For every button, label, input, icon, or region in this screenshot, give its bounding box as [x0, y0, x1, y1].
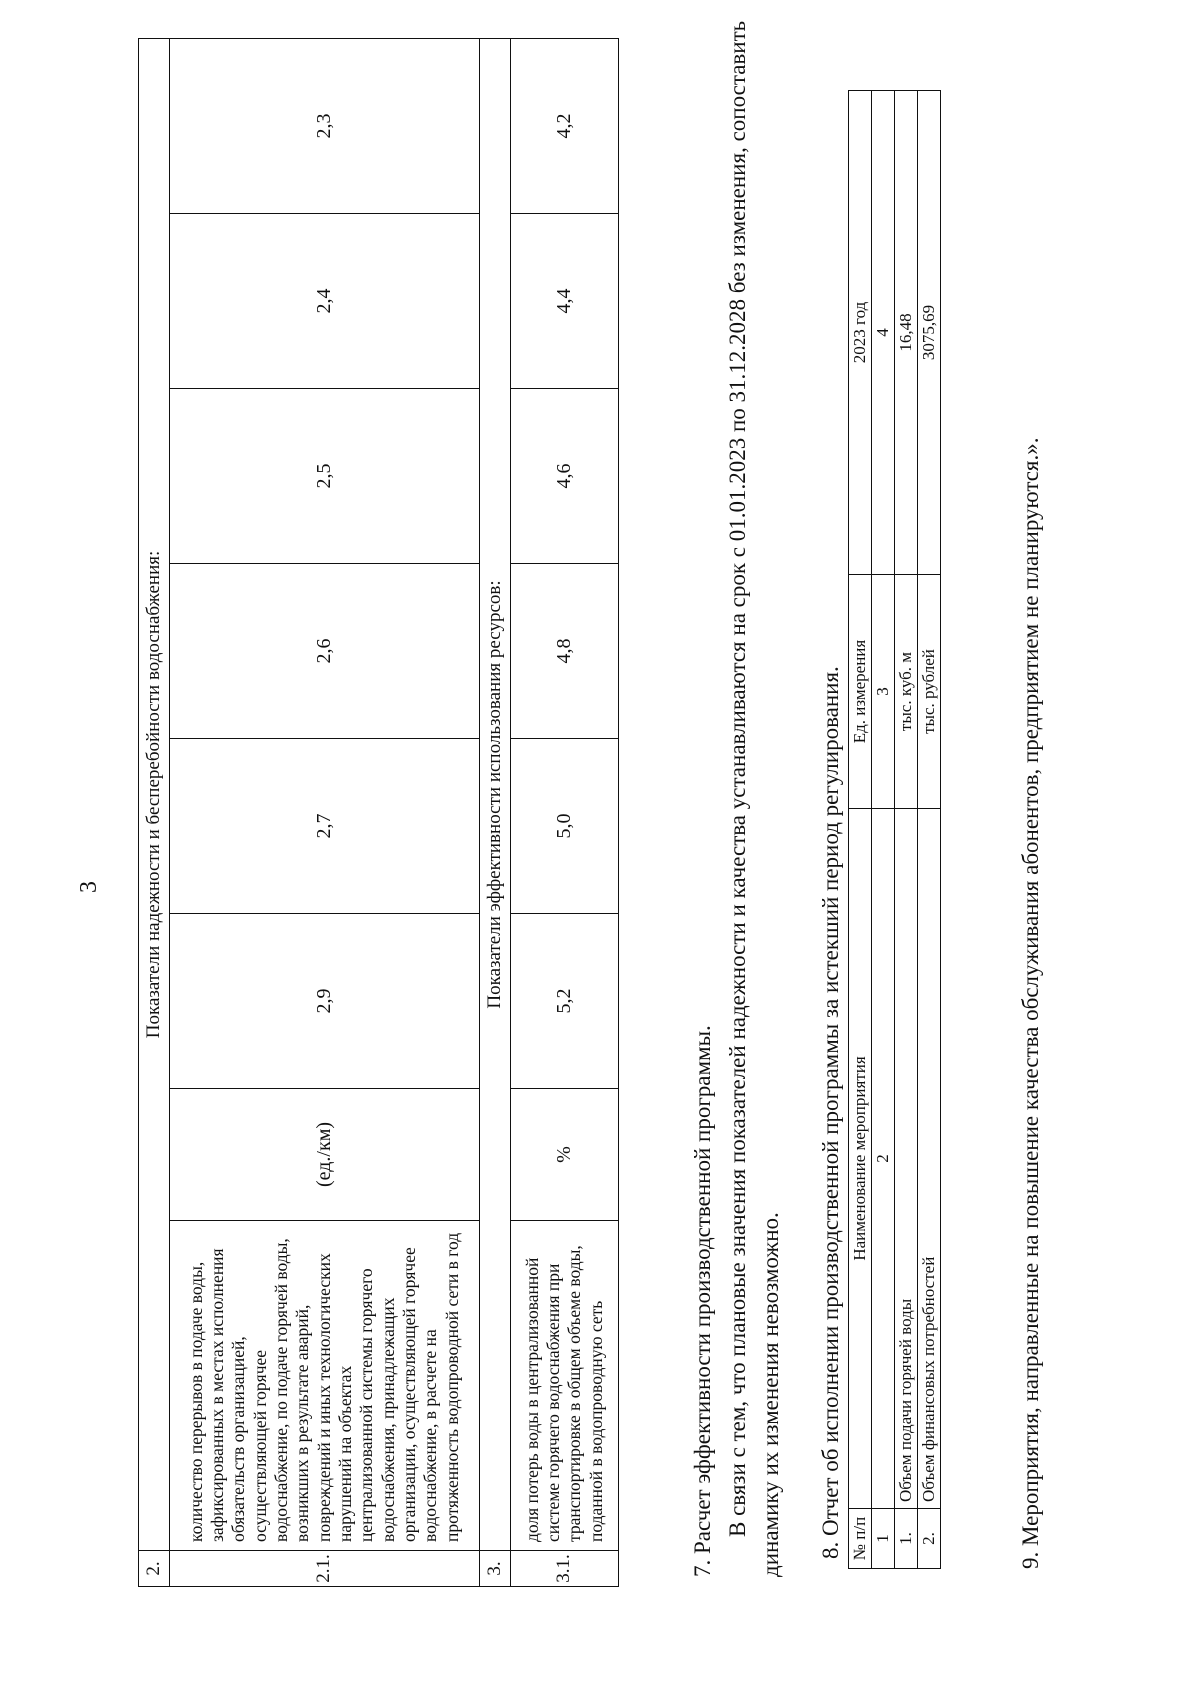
- row-3-1-description: доля потерь воды в централизованной системе горячего водоснабжения при транспортировке в общем объеме воды, поданной в водопроводную сеть: [510, 1221, 618, 1551]
- report-table: [848, 90, 941, 1569]
- header-name: Наименование мероприятия: [849, 809, 872, 1509]
- section-row-2: [139, 38, 170, 1586]
- row-2-1-value: 2,9: [169, 914, 479, 1089]
- row-2-1-unit: (ед./км): [169, 1089, 479, 1221]
- header-number: № п/п: [849, 1509, 872, 1569]
- row-3-1-unit: %: [510, 1089, 618, 1221]
- row-2-1-value: 2,7: [169, 739, 479, 914]
- report-numbering-row: [872, 91, 895, 1569]
- report-row-name: Объем финансовых потребностей: [918, 809, 941, 1509]
- column-number: 3: [872, 575, 895, 809]
- row-2-1-description: количество перерывов в подаче воды, зафиксированных в местах исполнения обязательств организацией, осуществляющей горячее водоснабжение, по подаче горячей воды, возникших в результате аварий, повреждений и иных технологических нарушений на объектах централизованной системы горячего водоснабжения, принадлежащих организации, осуществляющей горячее водоснабжение, в расчете на протяженность водопроводной сети в год: [169, 1221, 479, 1551]
- report-row-unit: тыс. рублей: [918, 575, 941, 809]
- report-row-value: 3075,69: [918, 91, 941, 575]
- row-3-1-value: 4,6: [510, 389, 618, 564]
- report-row-value: 16,48: [895, 91, 918, 575]
- section-7-paragraph-text: В связи с тем, что плановые значения показателей надежности и качества устанавливаются на срок с 01.01.2023 по 31.12.2028 без изменения, сопоставить динамику их изменения невозможно.: [725, 20, 783, 1577]
- section-7-title: 7. Расчет эффективности производственной программы.: [690, 1025, 715, 1577]
- row-2-1-value: 2,3: [169, 38, 479, 213]
- report-row-number: 1.: [895, 1509, 918, 1569]
- header-year: 2023 год: [849, 91, 872, 575]
- row-3-1-value: 4,4: [510, 214, 618, 389]
- section-3-number: 3.: [479, 1551, 510, 1587]
- row-2-1-value: 2,4: [169, 214, 479, 389]
- indicator-row-3-1: [510, 38, 618, 1586]
- row-3-1-value: 4,2: [510, 38, 618, 213]
- row-3-1-value: 4,8: [510, 564, 618, 739]
- section-9-text: 9. Мероприятия, направленные на повышение качества обслуживания абонентов, предприятием не планируются.».: [1018, 437, 1043, 1569]
- report-row: [918, 91, 941, 1569]
- column-number: 2: [872, 809, 895, 1509]
- row-2-1-value: 2,5: [169, 389, 479, 564]
- row-3-1-value: 5,0: [510, 739, 618, 914]
- section-2-number: 2.: [139, 1551, 170, 1587]
- indicator-row-2-1: [169, 38, 479, 1586]
- section-row-3: [479, 38, 510, 1586]
- header-unit: Ед. измерения: [849, 575, 872, 809]
- report-row-unit: тыс. куб. м: [895, 575, 918, 809]
- report-header-row: [849, 91, 872, 1569]
- report-row-name: Объем подачи горячей воды: [895, 809, 918, 1509]
- row-2-1-number: 2.1.: [169, 1551, 479, 1587]
- row-2-1-value: 2,6: [169, 564, 479, 739]
- section-7-paragraph: [722, 17, 787, 1577]
- column-number: 1: [872, 1509, 895, 1569]
- indicators-table: [138, 38, 619, 1587]
- page-number: 3: [76, 881, 102, 893]
- section-8-title: 8. Отчет об исполнении производственной программы за истекший период регулирования.: [818, 666, 843, 1559]
- section-2-title: Показатели надежности и бесперебойности водоснабжения:: [139, 38, 170, 1550]
- row-3-1-number: 3.1.: [510, 1551, 618, 1587]
- report-row: [895, 91, 918, 1569]
- column-number: 4: [872, 91, 895, 575]
- row-3-1-value: 5,2: [510, 914, 618, 1089]
- section-3-title: Показатели эффективности использования ресурсов:: [479, 38, 510, 1550]
- report-row-number: 2.: [918, 1509, 941, 1569]
